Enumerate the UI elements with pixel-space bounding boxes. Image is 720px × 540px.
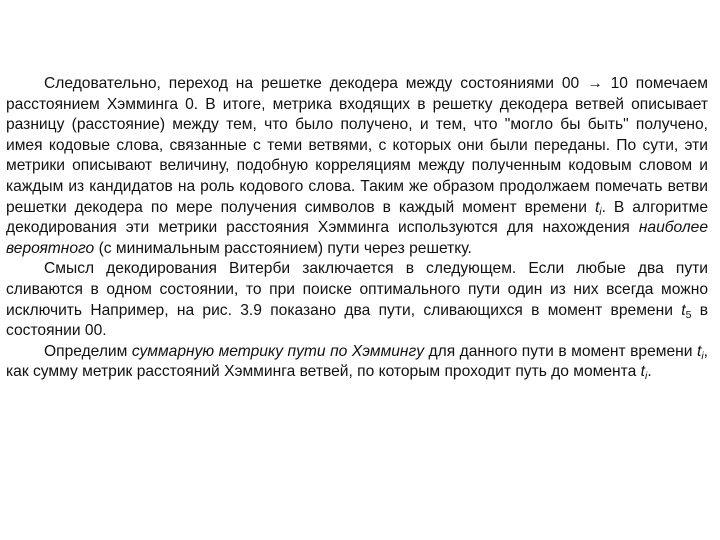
paragraph-path-metric-definition [6, 342, 708, 383]
text-segment: Следовательно, переход на решетке декодера между состояниями 00 → 10 помечаем расстоянием Хэмминга 0. В итоге, метрика входящих в решетку декодера ветвей описывает разницу (расстояние) между тем, что было получено, и тем, что "могло бы быть" получено, имея кодовые слова, связанные с теми ветвями, с которых они были переданы. По сути, эти метрики описывают величину, подобную корреляциям между полученным кодовым словом и каждым из кандидатов на роль кодового слова. Таким же образом продолжаем помечать ветви решетки декодера по мере получения символов в каждый момент времени [6, 75, 708, 216]
text-segment: . [647, 363, 652, 381]
text-segment: Определим [44, 342, 132, 360]
text-segment: в состоянии 00. [6, 301, 708, 340]
document-body [6, 74, 708, 383]
text-segment: (с минимальным расстоянием) пути через решетку. [94, 239, 472, 257]
time-variable: t [681, 301, 686, 319]
paragraph-viterbi-principle [6, 259, 708, 341]
text-segment: для данного пути в момент времени [424, 342, 697, 360]
emphasis-path-metric: суммарную метрику пути по Хэммингу [131, 342, 425, 360]
paragraph-trellis-metrics [6, 74, 708, 259]
time-subscript: i [701, 349, 704, 362]
time-variable: t [696, 342, 702, 360]
time-subscript: i [599, 205, 602, 218]
text-segment: . В алгоритме декодирования эти метрики расстояния Хэмминга используются для нахождения [6, 198, 709, 237]
emphasis-most-likely: наиболее вероятного [6, 219, 708, 257]
time-variable: t [640, 363, 645, 381]
time-subscript: 5 [685, 308, 692, 321]
text-segment: , как сумму метрик расстояний Хэмминга ветвей, по которым проходит путь до момента [6, 342, 708, 381]
time-variable: t [594, 198, 600, 216]
text-segment: Смысл декодирования Витерби заключается в следующем. Если любые два пути сливаются в одном состоянии, то при поиске оптимального пути один из них всегда можно исключить Например, на рис. 3.9 показано два пути, сливающихся в момент времени [6, 260, 708, 319]
time-subscript: i [645, 370, 648, 383]
